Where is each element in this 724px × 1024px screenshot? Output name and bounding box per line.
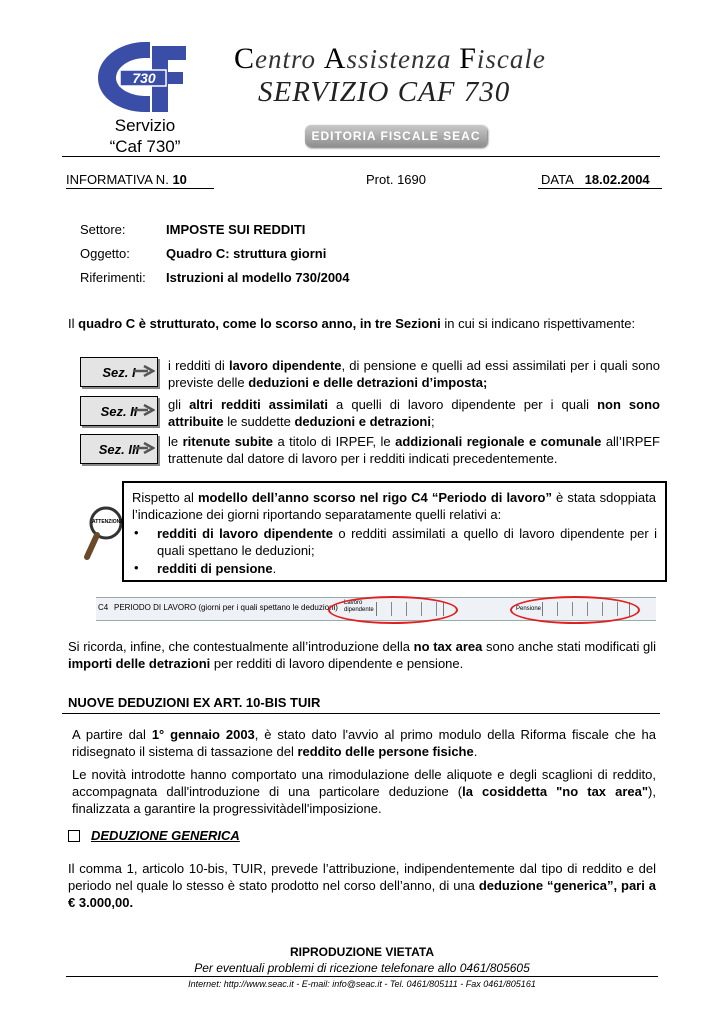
section2-paragraph-3: Il comma 1, articolo 10-bis, TUIR, prevede l’attribuzione, indipendentemente dal tipo di reddito e del periodo nel quale lo stesso è stato prodotto nel corso dell’anno, di una deduzione “generica”, pari a € 3.000,00. bbox=[68, 861, 656, 910]
riferimenti-value: Istruzioni al modello 730/2004 bbox=[166, 270, 350, 285]
section-heading: NUOVE DEDUZIONI EX ART. 10-BIS TUIR bbox=[68, 695, 321, 710]
subheading-deduzione-generica: DEDUZIONE GENERICA bbox=[91, 828, 240, 843]
section-1-text: i redditi di lavoro dipendente, di pensione e quelli ad essi assimilati per i quali sono previste delle deduzioni e delle detrazioni d’imposta; bbox=[168, 358, 660, 390]
note-bullet-1: redditi di lavoro dipendente o redditi assimilati a quello di lavoro dipendente per i quali spettano le deduzioni; bbox=[157, 526, 657, 558]
section-3-badge: Sez. III bbox=[80, 434, 158, 464]
oggetto-label: Oggetto: bbox=[80, 246, 130, 261]
highlight-ellipse bbox=[510, 596, 640, 624]
header-subtitle: SERVIZIO CAF 730 bbox=[258, 76, 511, 108]
footer-line: Per eventuali problemi di ricezione telefonare allo 0461/805605 bbox=[194, 961, 530, 975]
seac-badge: EDITORIA FISCALE SEAC bbox=[305, 125, 487, 147]
note-bullet-2: redditi di pensione. bbox=[157, 561, 277, 576]
bullet-icon: • bbox=[134, 560, 139, 575]
protocol-number: Prot. 1690 bbox=[366, 172, 426, 187]
date-underline bbox=[538, 188, 662, 189]
section-2-badge: Sez. II bbox=[80, 396, 158, 426]
bullet-icon: • bbox=[134, 525, 139, 540]
section2-paragraph-2: Le novità introdotte hanno comportato una rimodulazione delle aliquote e degli scaglioni di reddito, accompagnata dall'introduzione di una particolare deduzione (la cosiddetta "no tax area"), finalizzata a garantire la progressivitàdell'imposizione. bbox=[72, 767, 656, 816]
attention-note-box bbox=[122, 481, 667, 582]
settore-label: Settore: bbox=[80, 222, 126, 237]
arrow-right-icon bbox=[133, 365, 155, 377]
highlight-ellipse bbox=[328, 596, 458, 624]
section2-paragraph-1: A partire dal 1° gennaio 2003, è stato dato l'avvio al primo modulo della Riforma fiscale che ha ridisegnato il sistema di tassazione del reddito delle persone fisiche. bbox=[72, 727, 656, 759]
intro-paragraph: Il quadro C è strutturato, come lo scorso anno, in tre Sezioni in cui si indicano rispettivamente: bbox=[68, 316, 636, 331]
header-divider bbox=[62, 156, 660, 157]
footer-contacts: Internet: http://www.seac.it - E-mail: info@seac.it - Tel. 0461/805111 - Fax 0461/805161 bbox=[188, 979, 536, 989]
footer-title: RIPRODUZIONE VIETATA bbox=[290, 945, 434, 959]
logo-number: 730 bbox=[132, 70, 156, 86]
logo-caption-line2: “Caf 730” bbox=[109, 137, 181, 156]
oggetto-value: Quadro C: struttura giorni bbox=[166, 246, 327, 261]
checkbox-bullet-icon bbox=[68, 830, 80, 842]
document-date: DATA 18.02.2004 bbox=[541, 172, 650, 187]
riferimenti-label: Riferimenti: bbox=[80, 270, 146, 285]
arrow-right-icon bbox=[133, 442, 155, 454]
note-paragraph: Rispetto al modello dell’anno scorso nel rigo C4 “Periodo di lavoro” è stata sdoppiata l’indicazione dei giorni riportando separatamente quelli relativi a: bbox=[132, 490, 656, 522]
arrow-right-icon bbox=[133, 404, 155, 416]
form-c4-excerpt: C4 PERIODO DI LAVORO (giorni per i quali spettano le deduzioni) Lavoro dipendente Pensione bbox=[96, 597, 656, 621]
section-1-badge: Sez. I bbox=[80, 357, 158, 387]
section-3-text: le ritenute subite a titolo di IRPEF, le addizionali regionale e comunale all’IRPEF trattenute dal datore di lavoro per i redditi indicati precedentemente. bbox=[168, 434, 660, 466]
logo-caption-line1: Servizio bbox=[114, 116, 176, 135]
informativa-number: INFORMATIVA N. 10 bbox=[66, 172, 187, 187]
no-tax-area-paragraph: Si ricorda, infine, che contestualmente all’introduzione della no tax area sono anche stati modificati gli importi delle detrazioni per redditi di lavoro dipendente e pensione. bbox=[68, 639, 656, 671]
logo bbox=[90, 40, 190, 114]
magnifier-attention-icon: ATTENZIONE bbox=[82, 505, 126, 561]
section-divider bbox=[62, 713, 660, 714]
informativa-underline bbox=[66, 188, 214, 189]
footer-divider bbox=[66, 976, 658, 977]
settore-value: IMPOSTE SUI REDDITI bbox=[166, 222, 306, 237]
header-title: Centro Assistenza Fiscale bbox=[234, 42, 546, 75]
section-2-text: gli altri redditi assimilati a quelli di lavoro dipendente per i quali non sono attribuite le suddette deduzioni e detrazioni; bbox=[168, 397, 660, 429]
